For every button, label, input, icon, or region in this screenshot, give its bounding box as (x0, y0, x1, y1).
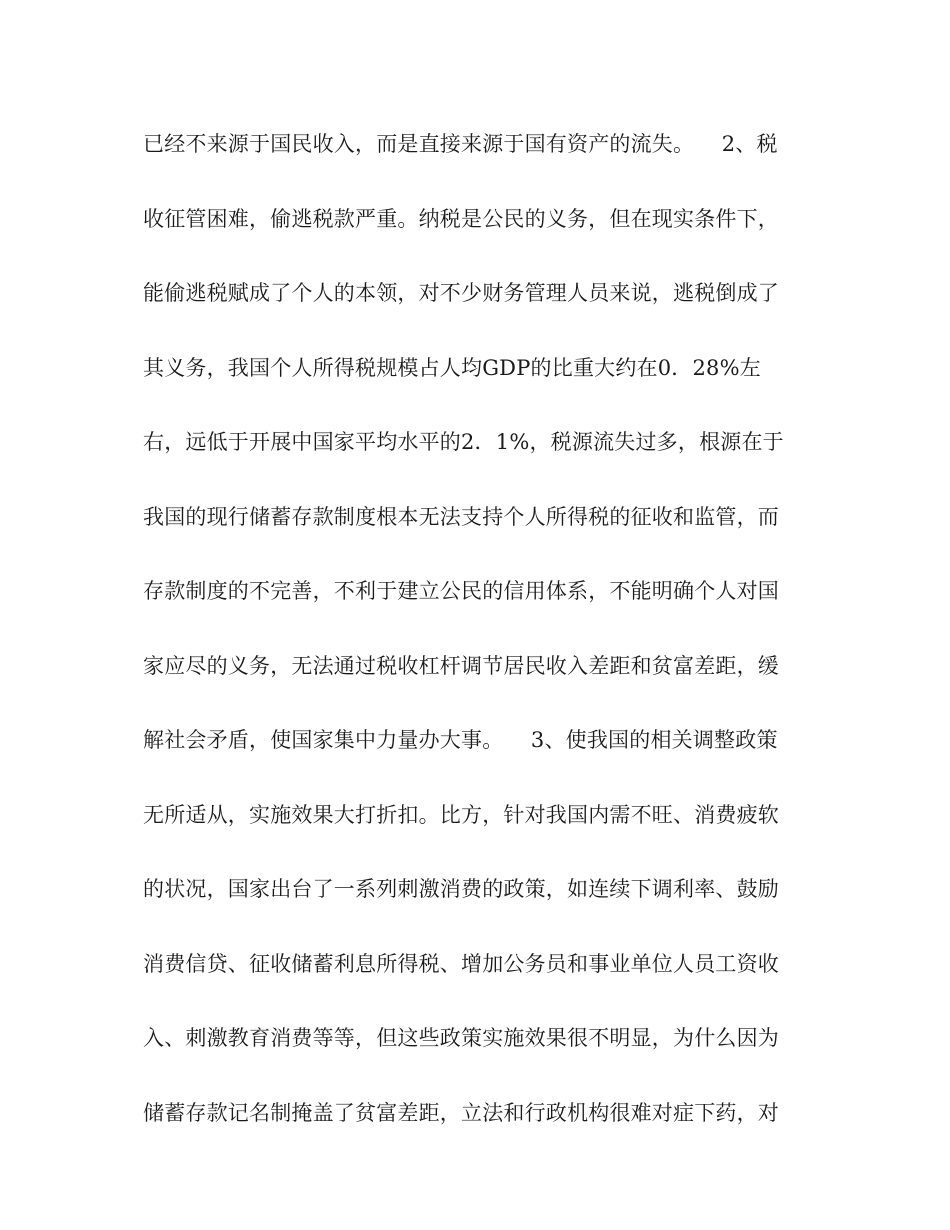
text-line-9: 解社会矛盾，使国家集中力量办大事。 3、使我国的相关调整政策 (143, 728, 778, 752)
text-line-10: 无所适从，实施效果大打折扣。比方，针对我国内需不旺、消费疲软 (143, 802, 779, 827)
text-line-8: 家应尽的义务，无法通过税收杠杆调节居民收入差距和贫富差距，缓 (143, 653, 779, 678)
text-line-14: 储蓄存款记名制掩盖了贫富差距，立法和行政机构很难对症下药，对 (143, 1100, 779, 1125)
text-line-2: 收征管困难，偷逃税款严重。纳税是公民的义务，但在现实条件下， (143, 206, 779, 231)
text-line-13: 入、刺激教育消费等等，但这些政策实施效果很不明显，为什么因为 (143, 1026, 779, 1050)
text-line-7: 存款制度的不完善，不利于建立公民的信用体系，不能明确个人对国 (143, 579, 779, 603)
text-line-6: 我国的现行储蓄存款制度根本无法支持个人所得税的征收和监管，而 (143, 504, 779, 529)
text-line-12: 消费信贷、征收储蓄利息所得税、增加公务员和事业单位人员工资收 (143, 951, 779, 976)
text-line-11: 的状况，国家出台了一系列刺激消费的政策，如连续下调利率、鼓励 (143, 877, 779, 901)
text-line-1: 已经不来源于国民收入，而是直接来源于国有资产的流失。 2、税 (143, 132, 778, 156)
text-line-4: 其义务，我国个人所得税规模占人均GDP的比重大约在0．28%左 (143, 355, 761, 380)
body-text (143, 122, 803, 1165)
text-line-5: 右，远低于开展中国家平均水平的2．1%，税源流失过多，根源在于 (143, 430, 784, 454)
text-line-3: 能偷逃税赋成了个人的本领，对不少财务管理人员来说，逃税倒成了 (143, 281, 779, 305)
